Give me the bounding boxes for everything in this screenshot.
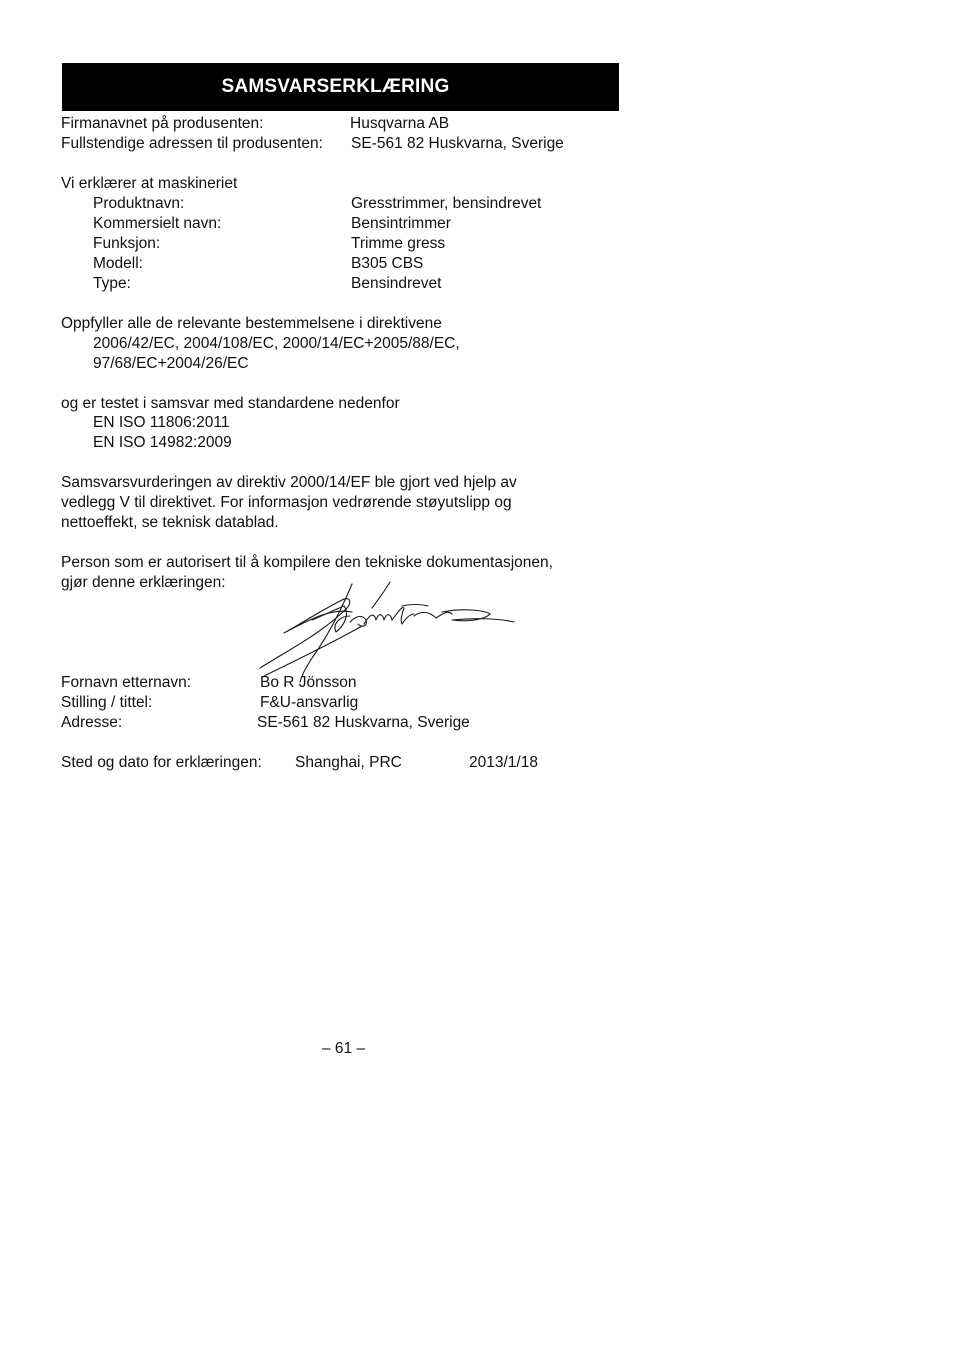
authorized-line: Person som er autorisert til å kompilere den tekniske dokumentasjonen, <box>61 554 553 571</box>
signatory-title-value: F&U-ansvarlig <box>260 694 359 711</box>
product-name-value: Gresstrimmer, bensindrevet <box>351 195 542 212</box>
manufacturer-address-label: Fullstendige adressen til produsenten: <box>61 135 323 152</box>
assessment-line: Samsvarsvurderingen av direktiv 2000/14/EF ble gjort ved hjelp av <box>61 474 517 491</box>
signatory-name-label: Fornavn etternavn: <box>61 674 192 691</box>
manufacturer-name-label: Firmanavnet på produsenten: <box>61 115 264 132</box>
standard-line: EN ISO 11806:2011 <box>93 414 230 431</box>
type-value: Bensindrevet <box>351 275 442 292</box>
model-label: Modell: <box>93 255 143 272</box>
product-name-label: Produktnavn: <box>93 195 185 212</box>
authorized-line: gjør denne erklæringen: <box>61 574 226 591</box>
page-number: – 61 – <box>322 1040 366 1057</box>
signatory-name-value: Bo R Jönsson <box>260 674 357 691</box>
standard-line: EN ISO 14982:2009 <box>93 434 232 451</box>
directives-intro: Oppfyller alle de relevante bestemmelsene i direktivene <box>61 315 442 332</box>
place-date-label: Sted og dato for erklæringen: <box>61 754 262 771</box>
manufacturer-address-value: SE-561 82 Huskvarna, Sverige <box>351 135 564 152</box>
handwritten-signature <box>252 578 522 688</box>
function-label: Funksjon: <box>93 235 161 252</box>
commercial-name-value: Bensintrimmer <box>351 215 451 232</box>
machine-intro: Vi erklærer at maskineriet <box>61 175 238 192</box>
signatory-address-value: SE-561 82 Huskvarna, Sverige <box>257 714 470 731</box>
model-value: B305 CBS <box>351 255 424 272</box>
signatory-title-label: Stilling / tittel: <box>61 694 153 711</box>
manufacturer-name-value: Husqvarna AB <box>350 115 450 132</box>
commercial-name-label: Kommersielt navn: <box>93 215 222 232</box>
declaration-title-bar <box>62 63 619 111</box>
directives-line: 2006/42/EC, 2004/108/EC, 2000/14/EC+2005/88/EC, <box>93 335 460 352</box>
directives-line: 97/68/EC+2004/26/EC <box>93 355 249 372</box>
signatory-address-label: Adresse: <box>61 714 123 731</box>
function-value: Trimme gress <box>351 235 446 252</box>
declaration-title: SAMSVARSERKLÆRING <box>221 76 450 97</box>
assessment-line: vedlegg V til direktivet. For informasjon vedrørende støyutslipp og <box>61 494 512 511</box>
type-label: Type: <box>93 275 131 292</box>
place-value: Shanghai, PRC <box>295 754 402 771</box>
standards-intro: og er testet i samsvar med standardene nedenfor <box>61 395 400 412</box>
assessment-line: nettoeffekt, se teknisk datablad. <box>61 514 279 531</box>
date-value: 2013/1/18 <box>469 754 538 771</box>
